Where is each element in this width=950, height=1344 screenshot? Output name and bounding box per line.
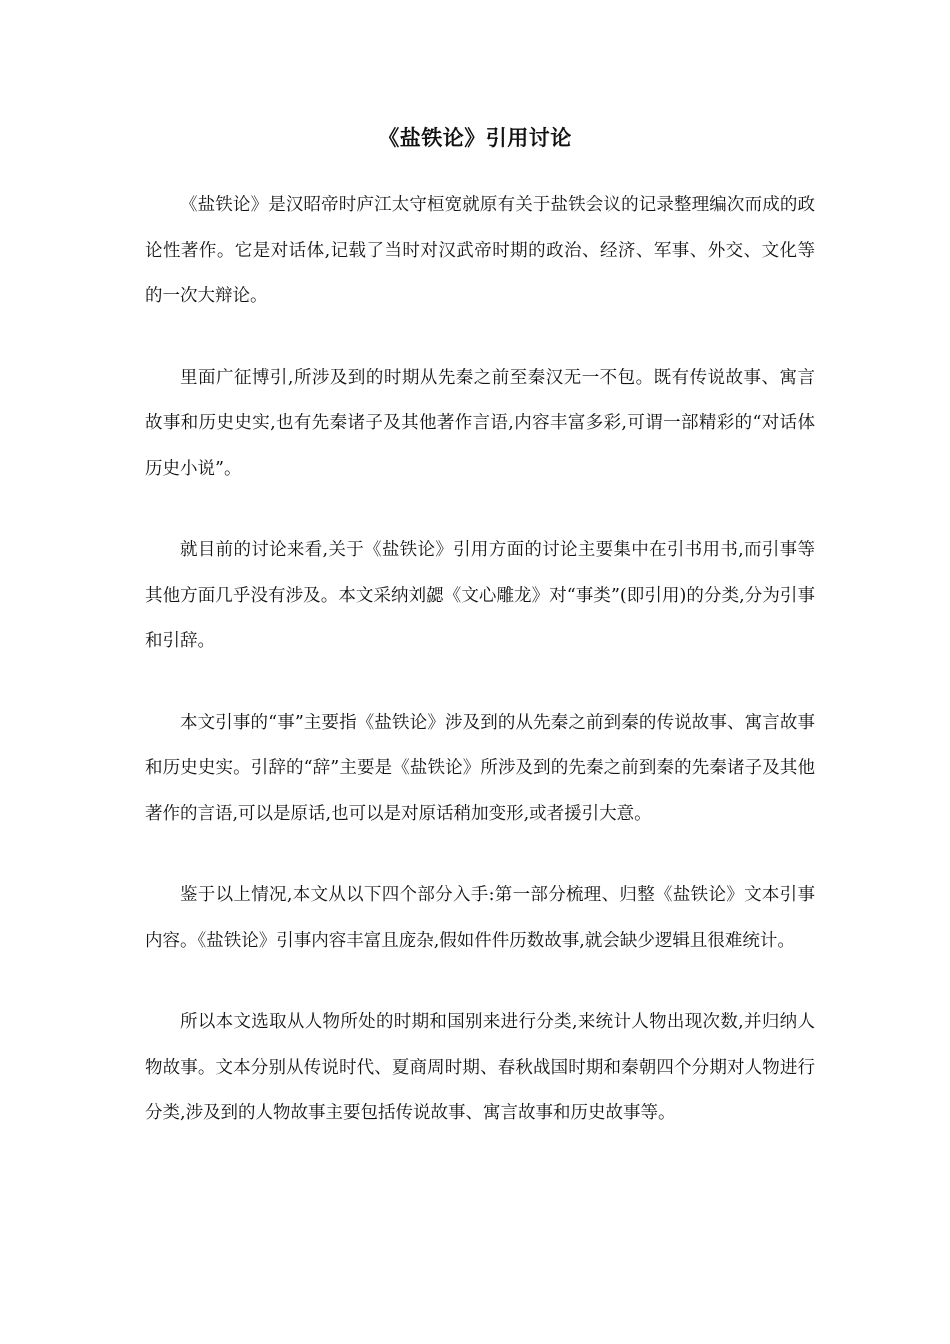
document-body bbox=[145, 183, 815, 1173]
paragraph-1: 《盐铁论》是汉昭帝时庐江太守桓宽就原有关于盐铁会议的记录整理编次而成的政论性著作。它是对话体,记载了当时对汉武帝时期的政治、经济、军事、外交、文化等的一次大辩论。 bbox=[145, 195, 815, 306]
paragraph-6: 所以本文选取从人物所处的时期和国别来进行分类,来统计人物出现次数,并归纳人物故事。文本分别从传说时代、夏商周时期、春秋战国时期和秦朝四个分期对人物进行分类,涉及到的人物故事主要包括传说故事、寓言故事和历史故事等。 bbox=[145, 1012, 815, 1123]
document-title: 《盐铁论》引用讨论 bbox=[378, 126, 572, 150]
paragraph-3: 就目前的讨论来看,关于《盐铁论》引用方面的讨论主要集中在引书用书,而引事等其他方面几乎没有涉及。本文采纳刘勰《文心雕龙》对“事类”(即引用)的分类,分为引事和引辞。 bbox=[145, 540, 815, 651]
paragraph-2: 里面广征博引,所涉及到的时期从先秦之前至秦汉无一不包。既有传说故事、寓言故事和历史史实,也有先秦诸子及其他著作言语,内容丰富多彩,可谓一部精彩的“对话体历史小说”。 bbox=[145, 367, 815, 479]
paragraph-4: 本文引事的“事”主要指《盐铁论》涉及到的从先秦之前到秦的传说故事、寓言故事和历史史实。引辞的“辞”主要是《盐铁论》所涉及到的先秦之前到秦的先秦诸子及其他著作的言语,可以是原话,也可以是对原话稍加变形,或者援引大意。 bbox=[145, 712, 815, 824]
paragraph-5: 鉴于以上情况,本文从以下四个部分入手:第一部分梳理、归整《盐铁论》文本引事内容。《盐铁论》引事内容丰富且庞杂,假如件件历数故事,就会缺少逻辑且很难统计。 bbox=[145, 885, 815, 951]
